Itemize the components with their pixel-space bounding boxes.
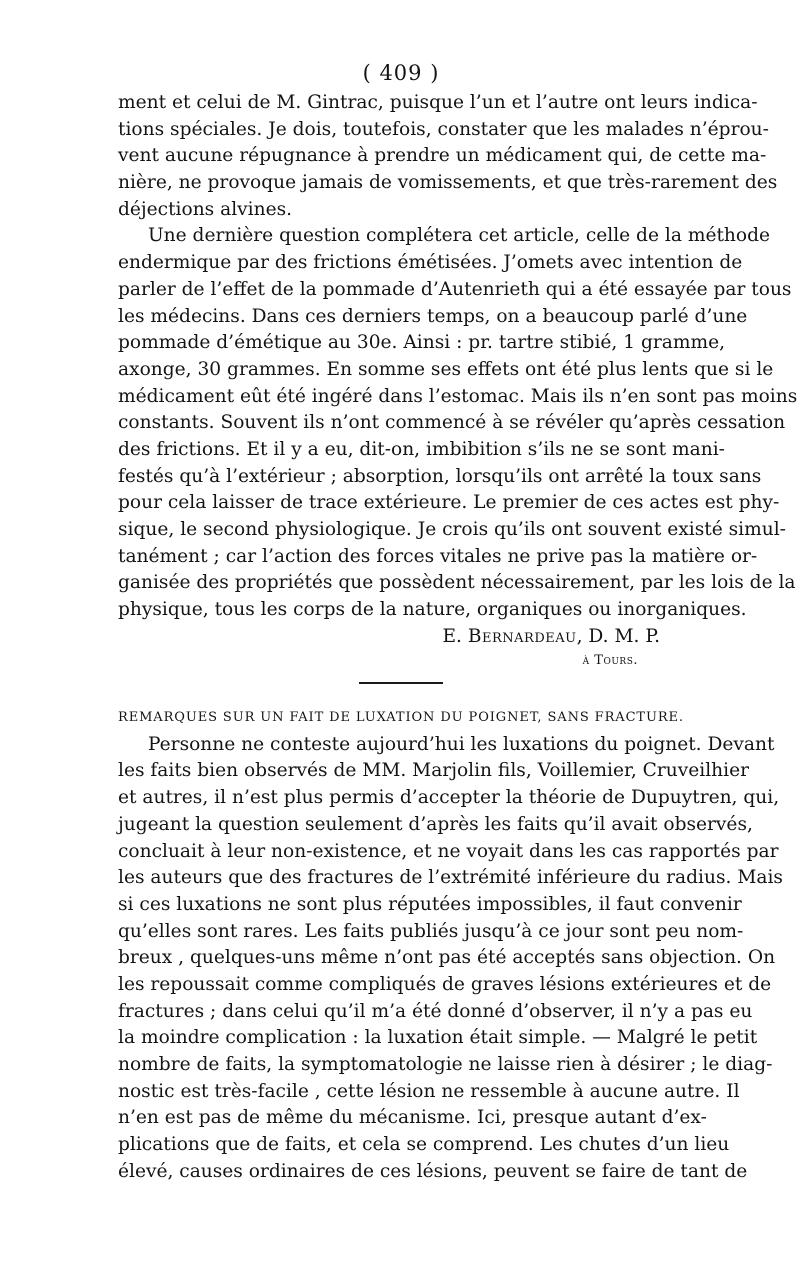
- text-line: les médecins. Dans ces derniers temps, on a beaucoup parlé d’une: [118, 305, 748, 327]
- text-line: constants. Souvent ils n’ont commencé à se révéler qu’après cessation: [118, 412, 786, 434]
- paragraph-3: [118, 732, 783, 1186]
- text-line: endermique par des frictions émétisées. J’omets avec intention de: [118, 252, 743, 274]
- text-line: Personne ne conteste aujourd’hui les luxations du poignet. Devant: [148, 733, 775, 755]
- text-line: vent aucune répugnance à prendre un médicament qui, de cette ma-: [118, 145, 767, 167]
- text-line: ganisée des propriétés que possèdent nécessairement, par les lois de la: [118, 572, 796, 594]
- text-line: nostic est très-facile , cette lésion ne ressemble à aucune autre. Il: [118, 1080, 740, 1102]
- author-place: à Tours.: [582, 652, 638, 668]
- section-divider: [359, 682, 443, 684]
- text-line: sique, le second physiologique. Je crois qu’ils ont souvent existé simul-: [118, 519, 786, 540]
- text-line: plications que de faits, et cela se comprend. Les chutes d’un lieu: [118, 1134, 730, 1156]
- author-name: Bernardeau: [467, 625, 577, 647]
- author-title: , D. M. P.: [576, 625, 660, 647]
- text-line: nombre de faits, la symptomatologie ne laisse rien à désirer ; le diag-: [118, 1054, 773, 1075]
- text-line: Une dernière question complétera cet article, celle de la méthode: [148, 225, 771, 247]
- text-line: et autres, il n’est plus permis d’accepter la théorie de Dupuytren, qui,: [118, 787, 780, 809]
- text-line: parler de l’effet de la pommade d’Autenrieth qui a été essayée par tous: [118, 278, 792, 300]
- text-line: médicament eût été ingéré dans l’estomac. Mais ils n’en sont pas moins: [118, 385, 798, 407]
- page-number: ( 409 ): [362, 61, 440, 85]
- text-line: pommade d’émétique au 30e. Ainsi : pr. tartre stibié, 1 gramme,: [118, 332, 726, 354]
- text-line: tions spéciales. Je dois, toutefois, constater que les malades n’éprou-: [118, 118, 769, 140]
- author-initial: E.: [442, 625, 462, 647]
- text-line: tanément ; car l’action des forces vitales ne prive pas la matière or-: [118, 545, 758, 567]
- paragraph-2: [118, 223, 798, 623]
- text-line: élevé, causes ordinaires de ces lésions, peuvent se faire de tant de: [118, 1160, 748, 1182]
- paragraph-1: [118, 90, 778, 223]
- text-line: jugeant la question seulement d’après les faits qu’il avait observés,: [118, 813, 753, 835]
- text-line: festés qu’à l’extérieur ; absorption, lorsqu’ils ont arrêté la toux sans: [118, 465, 762, 487]
- text-line: pour cela laisser de trace extérieure. Le premier de ces actes est phy-: [118, 492, 780, 514]
- author-signature: [118, 624, 684, 650]
- text-line: les repoussait comme compliqués de graves lésions extérieures et de: [118, 973, 772, 995]
- text-line: concluait à leur non-existence, et ne voyait dans les cas rapportés par: [118, 840, 779, 862]
- text-line: les faits bien observés de MM. Marjolin fils, Voillemier, Cruveilhier: [118, 760, 749, 782]
- section-title: REMARQUES SUR UN FAIT DE LUXATION DU POIGNET, SANS FRACTURE.: [118, 709, 684, 725]
- text-line: les auteurs que des fractures de l’extrémité inférieure du radius. Mais: [118, 867, 783, 889]
- text-line: physique, tous les corps de la nature, organiques ou inorganiques.: [118, 599, 747, 621]
- text-line: qu’elles sont rares. Les faits publiés jusqu’à ce jour sont peu nom-: [118, 920, 744, 942]
- text-line: ment et celui de M. Gintrac, puisque l’un et l’autre ont leurs indica-: [118, 92, 758, 113]
- text-line: nière, ne provoque jamais de vomissements, et que très-rarement des: [118, 172, 778, 194]
- text-line: la moindre complication : la luxation était simple. — Malgré le petit: [118, 1027, 758, 1049]
- text-line: des frictions. Et il y a eu, dit-on, imbibition s’ils ne se sont mani-: [118, 438, 725, 460]
- text-line: si ces luxations ne sont plus réputées impossibles, il faut convenir: [118, 893, 742, 915]
- text-line: fractures ; dans celui qu’il m’a été donné d’observer, il n’y a pas eu: [118, 1000, 753, 1022]
- text-line: breux , quelques-uns même n’ont pas été acceptés sans objection. On: [118, 947, 776, 969]
- text-line: n’en est pas de même du mécanisme. Ici, presque autant d’ex-: [118, 1107, 707, 1129]
- document-page: [118, 58, 798, 1185]
- text-line: déjections alvines.: [118, 198, 293, 220]
- text-line: axonge, 30 grammes. En somme ses effets ont été plus lents que si le: [118, 358, 774, 380]
